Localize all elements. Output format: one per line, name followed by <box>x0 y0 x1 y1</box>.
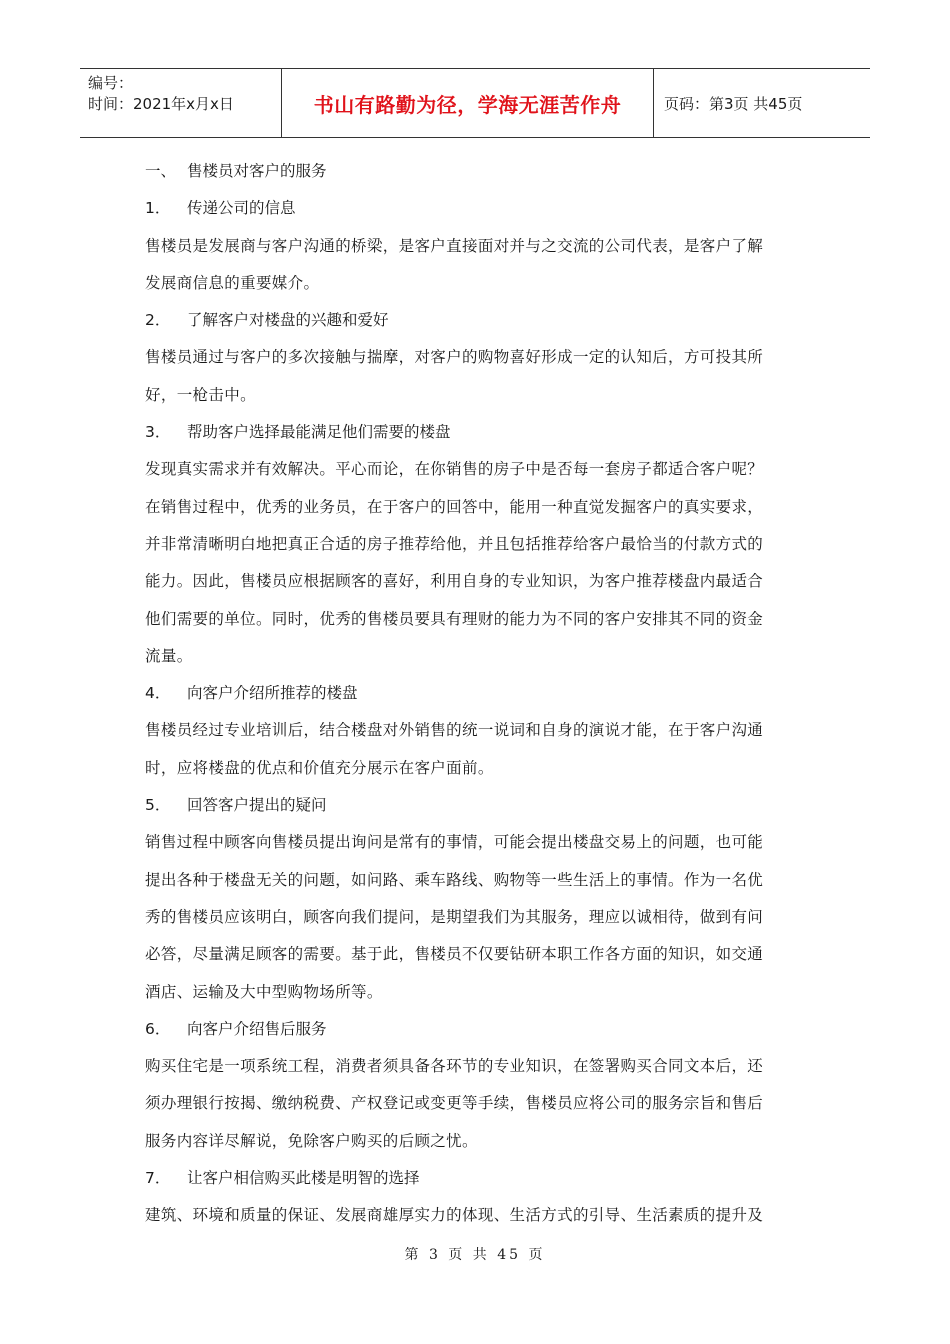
paragraph-line <box>145 563 810 600</box>
paragraph-line <box>145 228 810 265</box>
paragraph-text: 发展商信息的重要媒介。 <box>145 273 320 292</box>
paragraph-line <box>145 974 810 1011</box>
header-table <box>80 68 870 138</box>
page-footer: 第 3 页 共 45 页 <box>404 1247 546 1263</box>
heading-number: 4． <box>145 684 171 703</box>
heading-number: 6． <box>145 1019 171 1038</box>
motto: 书山有路勤为径，学海无涯苦作舟 <box>282 69 654 137</box>
paragraph-line <box>145 1048 810 1085</box>
paragraph-line <box>145 899 810 936</box>
section-heading <box>145 414 810 451</box>
heading-text: 让客户相信购买此楼是明智的选择 <box>187 1169 420 1188</box>
paragraph-line <box>145 601 810 638</box>
section-heading <box>145 675 810 712</box>
paragraph-text: 提出各种于楼盘无关的问题，如问路、乘车路线、购物等一些生活上的事情。作为一名优 <box>145 870 764 889</box>
heading-text: 回答客户提出的疑问 <box>187 796 327 815</box>
section-heading <box>145 153 810 190</box>
document-body <box>145 153 810 1235</box>
paragraph-text: 售楼员通过与客户的多次接触与揣摩，对客户的购物喜好形成一定的认知后，方可投其所 <box>145 348 764 367</box>
heading-text: 传递公司的信息 <box>187 199 296 218</box>
section-heading <box>145 787 810 824</box>
heading-text: 向客户介绍售后服务 <box>187 1019 327 1038</box>
paragraph-line <box>145 936 810 973</box>
paragraph-line <box>145 1123 810 1160</box>
paragraph-line <box>145 265 810 302</box>
heading-text: 向客户介绍所推荐的楼盘 <box>187 684 358 703</box>
paragraph-text: 流量。 <box>145 646 193 665</box>
paragraph-line <box>145 750 810 787</box>
paragraph-text: 销售过程中顾客向售楼员提出询问是常有的事情，可能会提出楼盘交易上的问题，也可能 <box>145 833 764 852</box>
paragraph-line <box>145 377 810 414</box>
paragraph-text: 服务内容详尽解说，免除客户购买的后顾之忧。 <box>145 1131 478 1150</box>
heading-number: 2． <box>145 311 171 330</box>
paragraph-line <box>145 451 810 488</box>
heading-number: 一、 <box>145 162 177 180</box>
paragraph-line <box>145 339 810 376</box>
paragraph-text: 时，应将楼盘的优点和价值充分展示在客户面前。 <box>145 758 494 777</box>
paragraph-text: 秀的售楼员应该明白，顾客向我们提问，是期望我们为其服务，理应以诚相待，做到有问 <box>145 907 764 926</box>
heading-text: 售楼员对客户的服务 <box>187 162 327 180</box>
paragraph-text: 酒店、运输及大中型购物场所等。 <box>145 982 383 1001</box>
paragraph-text: 售楼员是发展商与客户沟通的桥梁，是客户直接面对并与之交流的公司代表，是客户了解 <box>145 236 764 255</box>
heading-number: 3． <box>145 423 171 442</box>
paragraph-line <box>145 526 810 563</box>
paragraph-text: 建筑、环境和质量的保证、发展商雄厚实力的体现、生活方式的引导、生活素质的提升及 <box>145 1206 764 1225</box>
section-heading <box>145 1011 810 1048</box>
paragraph-text: 购买住宅是一项系统工程，消费者须具备各环节的专业知识，在签署购买合同文本后，还 <box>145 1057 764 1076</box>
paragraph-line <box>145 1085 810 1122</box>
heading-number: 5． <box>145 796 171 815</box>
heading-text: 了解客户对楼盘的兴趣和爱好 <box>187 311 389 330</box>
heading-text: 帮助客户选择最能满足他们需要的楼盘 <box>187 423 451 442</box>
paragraph-text: 并非常清晰明白地把真正合适的房子推荐给他，并且包括推荐给客户最恰当的付款方式的 <box>145 534 764 553</box>
heading-number: 1． <box>145 199 171 218</box>
paragraph-line <box>145 1197 810 1234</box>
page-info: 页码：第3页 共45页 <box>664 94 803 113</box>
paragraph-line <box>145 824 810 861</box>
paragraph-text: 须办理银行按揭、缴纳税费、产权登记或变更等手续，售楼员应将公司的服务宗旨和售后 <box>145 1094 764 1113</box>
paragraph-line <box>145 712 810 749</box>
header-left-cell <box>80 69 282 137</box>
paragraph-text: 发现真实需求并有效解决。平心而论，在你销售的房子中是否每一套房子都适合客户呢？ <box>145 460 764 479</box>
paragraph-line <box>145 489 810 526</box>
paragraph-text: 他们需要的单位。同时，优秀的售楼员要具有理财的能力为不同的客户安排其不同的资金 <box>145 609 764 628</box>
paragraph-text: 售楼员经过专业培训后，结合楼盘对外销售的统一说词和自身的演说才能，在于客户沟通 <box>145 721 764 740</box>
time-label: 时间：2021年x月x日 <box>88 95 234 113</box>
heading-number: 7． <box>145 1169 171 1188</box>
number-label: 编号： <box>88 74 134 92</box>
section-heading <box>145 1160 810 1197</box>
section-heading <box>145 190 810 227</box>
section-heading <box>145 302 810 339</box>
paragraph-line <box>145 862 810 899</box>
paragraph-text: 能力。因此，售楼员应根据顾客的喜好，利用自身的专业知识，为客户推荐楼盘内最适合 <box>145 572 764 591</box>
paragraph-text: 好，一枪击中。 <box>145 385 256 404</box>
paragraph-text: 在销售过程中，优秀的业务员，在于客户的回答中，能用一种直觉发掘客户的真实要求， <box>145 497 764 516</box>
paragraph-line <box>145 638 810 675</box>
paragraph-text: 必答，尽量满足顾客的需要。基于此，售楼员不仅要钻研本职工作各方面的知识，如交通 <box>145 945 764 964</box>
